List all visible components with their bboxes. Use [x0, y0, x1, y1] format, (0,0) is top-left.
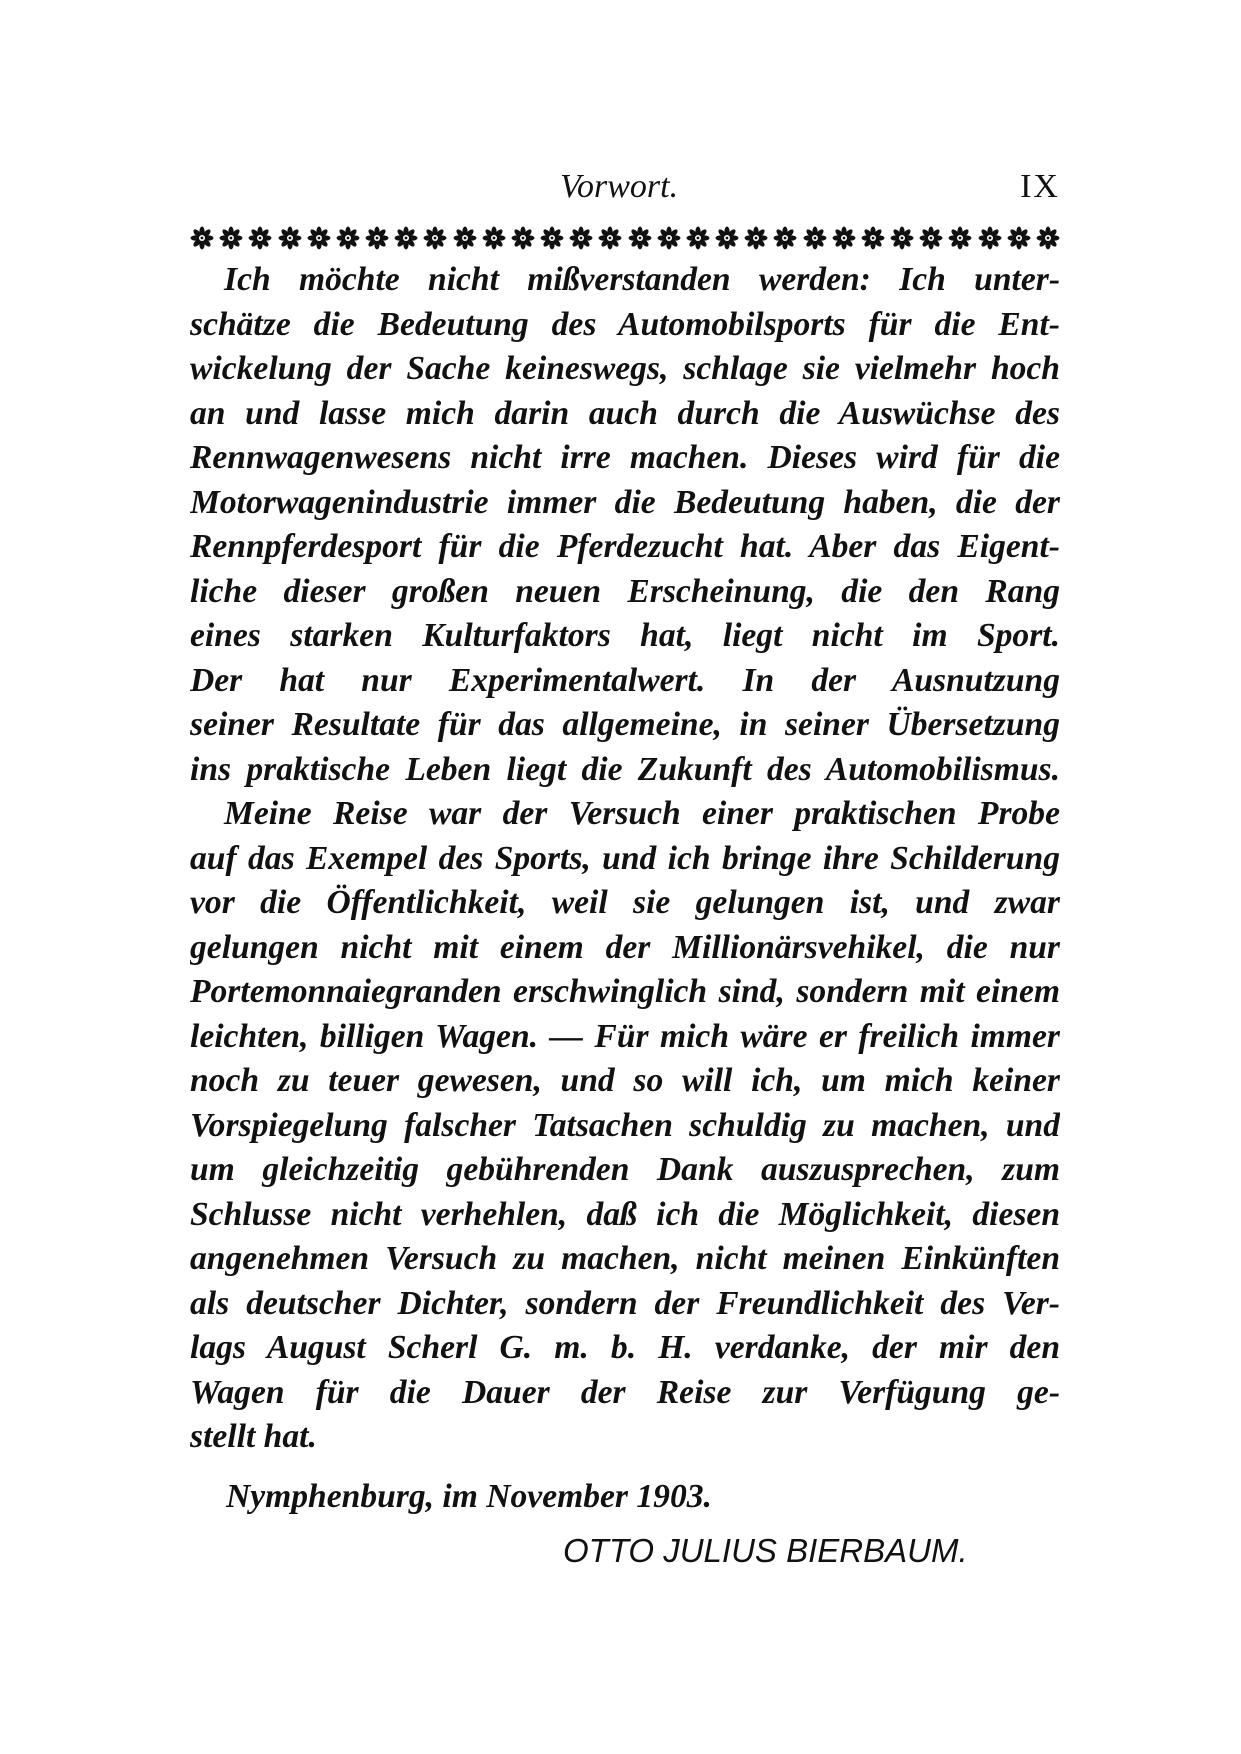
text-line: schätze die Bedeutung des Automobilsports für die Ent-	[190, 305, 1060, 343]
text-line: liche dieser großen neuen Erscheinung, die den Rang	[190, 572, 1060, 610]
text-line: Portemonnaiegranden erschwinglich sind, sondern mit einem	[190, 973, 1060, 1010]
floral-ornament-icon	[1007, 226, 1031, 250]
text-line: Rennpferdesport für die Pferdezucht hat. Aber das Eigent-	[190, 528, 1060, 565]
text-line: seiner Resultate für das allgemeine, in seiner Übersetzung	[190, 706, 1060, 743]
ornament-divider	[190, 226, 1060, 250]
text-line: Vorspiegelung falscher Tatsachen schuldig zu machen, und	[190, 1106, 1060, 1144]
text-line: ins praktische Leben liegt die Zukunft des Automobilismus.	[190, 750, 1060, 788]
text-line: noch zu teuer gewesen, und so will ich, um mich keiner	[190, 1062, 1060, 1099]
floral-ornament-icon	[919, 226, 943, 250]
text-line: Der hat nur Experimentalwert. In der Ausnutzung	[190, 661, 1060, 699]
author-signature: OTTO JULIUS BIERBAUM.	[563, 1532, 968, 1569]
floral-ornament-icon	[657, 226, 681, 250]
floral-ornament-icon	[540, 226, 564, 250]
body-text	[190, 258, 1060, 1460]
text-line: Ich möchte nicht mißverstanden werden: Ich unter-	[224, 261, 1060, 298]
floral-ornament-icon	[453, 226, 477, 250]
text-line: stellt hat.	[190, 1418, 317, 1455]
floral-ornament-icon	[861, 226, 885, 250]
floral-ornament-icon	[832, 226, 856, 250]
floral-ornament-icon	[394, 226, 418, 250]
floral-ornament-icon	[423, 226, 447, 250]
page-number: IX	[1020, 168, 1060, 205]
floral-ornament-icon	[307, 226, 331, 250]
floral-ornament-icon	[803, 226, 827, 250]
floral-ornament-icon	[190, 226, 214, 250]
text-line: an und lasse mich darin auch durch die Auswüchse des	[190, 394, 1060, 432]
text-line: Rennwagenwesens nicht irre machen. Dieses wird für die	[190, 439, 1060, 476]
text-line: Wagen für die Dauer der Reise zur Verfügung ge-	[190, 1373, 1060, 1411]
place-date: Nymphenburg, im November 1903.	[226, 1478, 712, 1515]
text-line: auf das Exempel des Sports, und ich bringe ihre Schilderung	[190, 839, 1060, 877]
floral-ornament-icon	[978, 226, 1002, 250]
running-title: Vorwort.	[560, 168, 679, 205]
text-line: Meine Reise war der Versuch einer praktischen Probe	[224, 795, 1060, 832]
floral-ornament-icon	[1036, 226, 1060, 250]
text-line: um gleichzeitig gebührenden Dank auszusprechen, zum	[190, 1151, 1060, 1188]
floral-ornament-icon	[511, 226, 535, 250]
floral-ornament-icon	[744, 226, 768, 250]
floral-ornament-icon	[482, 226, 506, 250]
text-line: wickelung der Sache keineswegs, schlage sie vielmehr hoch	[190, 350, 1060, 387]
floral-ornament-icon	[598, 226, 622, 250]
floral-ornament-icon	[365, 226, 389, 250]
floral-ornament-icon	[686, 226, 710, 250]
floral-ornament-icon	[948, 226, 972, 250]
floral-ornament-icon	[219, 226, 243, 250]
floral-ornament-icon	[336, 226, 360, 250]
floral-ornament-icon	[628, 226, 652, 250]
text-line: lags August Scherl G. m. b. H. verdanke, der mir den	[190, 1329, 1060, 1366]
text-line: gelungen nicht mit einem der Millionärsvehikel, die nur	[190, 928, 1060, 966]
text-line: als deutscher Dichter, sondern der Freundlichkeit des Ver-	[190, 1284, 1060, 1322]
text-line: eines starken Kulturfaktors hat, liegt nicht im Sport.	[190, 617, 1060, 654]
page-header	[190, 168, 1060, 218]
text-line: Schlusse nicht verhehlen, daß ich die Möglichkeit, diesen	[190, 1195, 1060, 1233]
text-line: leichten, billigen Wagen. — Für mich wäre er freilich immer	[190, 1017, 1060, 1055]
floral-ornament-icon	[248, 226, 272, 250]
floral-ornament-icon	[890, 226, 914, 250]
text-line: angenehmen Versuch zu machen, nicht meinen Einkünften	[190, 1240, 1060, 1277]
floral-ornament-icon	[715, 226, 739, 250]
paragraph-1	[190, 258, 1060, 792]
text-line: Motorwagenindustrie immer die Bedeutung haben, die der	[190, 483, 1060, 521]
text-line: vor die Öffentlichkeit, weil sie gelungen ist, und zwar	[190, 884, 1060, 921]
floral-ornament-icon	[278, 226, 302, 250]
floral-ornament-icon	[773, 226, 797, 250]
paragraph-2	[190, 792, 1060, 1460]
floral-ornament-icon	[569, 226, 593, 250]
